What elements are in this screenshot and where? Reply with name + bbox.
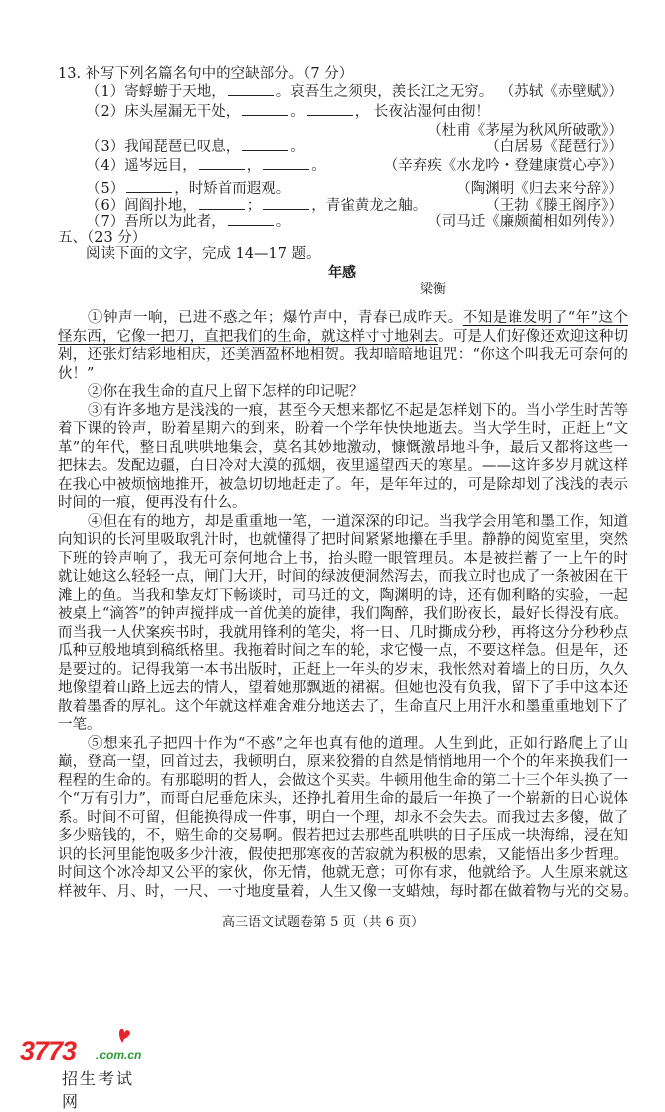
item-text: ，青雀黄龙之舳。 [311, 198, 428, 214]
item-source: （王勃《滕王阁序》） [485, 198, 623, 214]
passage-text: 革”的年代，整日乱哄哄地集会，莫名其妙地激动，慷慨激昂地斗争，最后又都将这些一 [58, 439, 628, 456]
answer-blank[interactable] [199, 197, 245, 210]
passage-line [58, 346, 628, 365]
question-13-header: 13. 补写下列名篇名句中的空缺部分。（7 分） [58, 66, 354, 82]
passage-line [58, 309, 628, 328]
passage-text: 地像望着山路上远去的情人，望着她那飘逝的裙裾。但她也没有负我，留下了手中这本还 [58, 680, 628, 696]
answer-blank[interactable] [242, 103, 288, 116]
passage-text: 识的长河里能饱吸多少汁液，假使把那寒夜的苦寂就为积极的思索，又能悟出多少哲理。 [58, 846, 628, 863]
passage-line [58, 550, 628, 569]
passage-text: ④但在有的地方，却是重重地一笔，一道深深的印记。当我学会用笔和墨工作，知道 [88, 513, 628, 530]
passage-line [58, 809, 628, 828]
logo-domain: .com.cn [96, 1048, 142, 1062]
passage-text: 下班的铃声响了，我无可奈何地合上书，抬头瞪一眼管理员。本是被拦蓄了一上午的时 [58, 550, 628, 567]
underlined-sentence: 怪东西，它像一把刀，直把我们的生命，就这样寸寸地剁去 [58, 328, 439, 345]
passage-text: 散着墨香的厚礼。这个年就这样难舍难分地送去了，生命直尺上用汗水和墨重重地划下了 [58, 698, 628, 715]
logo-number: 3773 [20, 1036, 77, 1066]
answer-blank[interactable] [228, 83, 274, 96]
reading-instruction: 阅读下面的文字，完成 14—17 题。 [86, 246, 321, 262]
passage-line [58, 846, 628, 865]
underlined-sentence: 不知是谁发明了“年”这个 [462, 310, 628, 326]
passage-line [58, 383, 628, 402]
passage-line [58, 642, 628, 661]
passage-line [58, 753, 628, 772]
passage-text: 伙！” [58, 365, 95, 382]
passage-line [58, 587, 628, 606]
answer-blank[interactable] [263, 157, 309, 170]
passage-line [58, 661, 628, 680]
item-source: （白居易《琵琶行》） [485, 139, 623, 155]
item-text: 。 [275, 214, 291, 230]
q13-item-5 [86, 180, 290, 198]
heart-icon [118, 1028, 132, 1044]
passage-line [58, 439, 628, 458]
item-text: ， 长夜沾湿何由彻！ [354, 104, 490, 120]
passage-line [58, 827, 628, 846]
item-text: ，时矫首而遐观。 [174, 181, 291, 197]
passage-text: ①钟声一响，已进不惑之年；爆竹声中，青春已成昨天。 [88, 310, 463, 326]
q13-item-1 [86, 83, 493, 101]
passage-text: 是要过的。记得我第一本书出版时，正赶上一年头的岁末，我怅然对着墙上的日历，久久 [58, 661, 628, 678]
passage-text: 着下课的铃声，盼着星期六的到来，盼着一个学年快快地逝去。当大学生时，正赶上“文 [58, 421, 628, 437]
passage-line [58, 864, 628, 883]
passage-text: ②你在我生命的直尺上留下怎样的印记呢？ [88, 384, 364, 400]
passage-line [58, 568, 628, 587]
passage-text: 被桌上“滴答”的钟声搅拌成一首优美的旋律，我们陶醉，我们盼夜长，最好长得没有底。 [58, 606, 628, 622]
item-text: ， [246, 158, 262, 174]
passage-line [58, 624, 628, 643]
item-text: （2）床头屋漏无干处， [86, 104, 241, 120]
item-text: （7）吾所以为此者， [86, 214, 226, 230]
item-text: 。哀吾生之须臾，羡长江之无穷。 [275, 84, 494, 100]
item-text: （4）遥岑远目， [86, 158, 197, 174]
passage-line [58, 716, 628, 735]
passage-line [58, 605, 628, 624]
passage-author: 梁衡 [420, 282, 447, 297]
passage-text: ⑤想来孔子把四十作为“不惑”之年也真有他的道理。人生到此，正如行路爬上了山 [88, 735, 628, 752]
passage-line [58, 790, 628, 809]
passage-line [58, 513, 628, 532]
item-source: （辛弃疾《水龙吟・登建康赏心亭》） [383, 158, 623, 174]
passage-line [58, 531, 628, 550]
answer-blank[interactable] [263, 197, 309, 210]
item-text: （1）寄蜉蝣于天地， [86, 84, 226, 100]
passage-line [58, 883, 638, 902]
passage-line [58, 679, 628, 698]
passage-line [58, 420, 628, 439]
passage-text: 就让她这么轻轻一点，闸门大开，时间的绿波便洞然泻去，而我立时也成了一条被困在干 [58, 569, 628, 585]
passage-text: 时间的一痕，便再没有什么。 [58, 495, 247, 511]
logo-name: 招生考试网 [62, 1069, 135, 1111]
watermark-logo [16, 1028, 142, 1111]
passage-body [58, 309, 638, 901]
passage-line [58, 476, 628, 495]
item-text: （6）闾阎扑地， [86, 198, 197, 214]
answer-blank[interactable] [228, 213, 274, 226]
passage-line [58, 772, 628, 791]
passage-text: 时间这个冰冷却又公平的家伙，你无情，他就无意；可你有求，他就给予。人生原来就这 [58, 865, 628, 881]
passage-text: 样被年、月、时，一尺、一寸地度量着，人生又像一支蜡烛，每时都在做着物与光的交易。 [58, 883, 638, 900]
passage-text: 滩上的鱼。当我和挚友灯下畅谈时，司马迁的文，陶渊明的诗，还有伽利略的实验，一起 [58, 587, 628, 604]
item-text: 。 [290, 104, 305, 120]
q13-item-2 [86, 103, 490, 121]
section-5-header: 五、（23 分） [58, 230, 147, 246]
passage-line [58, 494, 628, 513]
passage-text: 在我心中被烦恼地推开，被急切切地赶走了。年，是年年过的，可是除却划了浅浅的表示 [58, 476, 628, 493]
passage-title: 年感 [328, 265, 356, 281]
answer-blank[interactable] [242, 138, 288, 151]
passage-text: 巅，登高一望，回首过去，我顿明白，原来狡猾的自然是悄悄地用一个个的年来换我们一 [58, 754, 628, 770]
passage-text: 个“万有引力”，而哥白尼垂危床头，还挣扎着用生命的最后一年换了一个崭新的日心说体 [58, 791, 628, 807]
passage-line [58, 457, 628, 476]
answer-blank[interactable] [126, 180, 172, 193]
passage-text: 瓜种豆般地填到稿纸格里。我拖着时间之车的轮，求它慢一点，不要这样急。但是年，还 [58, 643, 628, 659]
passage-text: 剁，还张灯结彩地相庆，还美酒盈杯地相贺。我却暗暗地诅咒：“你这个叫我无可奈何的 [58, 347, 628, 363]
item-source: （司马迁《廉颇蔺相如列传》） [427, 214, 623, 230]
passage-text: 向知识的长河里吸取乳汁时，也就懂得了把时间紧紧地攥在手里。静静的阅览室里，突然 [58, 532, 628, 548]
passage-text: 。可是人们好像还欢迎这种切 [438, 328, 628, 345]
passage-text: 多少赔钱的，不，赔生命的交易啊。假若把过去那些乱哄哄的日子压成一块海绵，浸在知 [58, 828, 628, 844]
passage-text: ③有许多地方是浅浅的一痕，甚至今天想来都忆不起是怎样划下的。当小学生时苦等 [88, 402, 628, 419]
item-text: （3）我闻琵琶已叹息， [86, 139, 241, 155]
passage-line [58, 328, 628, 347]
item-source: （苏轼《赤壁赋》） [499, 84, 623, 100]
passage-text: 系。时间不可留，但能换得成一件事，明白一个理，却永不会失去。而我过去多傻，做了 [58, 809, 628, 826]
q13-item-4 [86, 157, 326, 175]
item-text: （5） [86, 181, 125, 197]
page-footer: 高三语文试题卷第 5 页（共 6 页） [222, 915, 425, 930]
item-text: 。 [290, 139, 305, 155]
item-source: （杜甫《茅屋为秋风所破歌》） [427, 123, 623, 139]
item-text: 。 [311, 158, 326, 174]
passage-line [58, 698, 628, 717]
item-source: （陶渊明《归去来兮辞》） [456, 181, 623, 197]
passage-text: 把抹去。发配边疆，白日冷对大漠的孤烟，夜里遥望西天的寒星。——这许多岁月就这样 [58, 458, 628, 474]
item-text: ； [246, 198, 262, 214]
answer-blank[interactable] [199, 157, 245, 170]
answer-blank[interactable] [307, 103, 353, 116]
passage-text: 而当我一人伏案疾书时，我就用锋利的笔尖，将一日、几时撕成分秒，再将这分分秒秒点 [58, 624, 628, 641]
passage-line [58, 402, 628, 421]
passage-text: 一笔。 [58, 717, 102, 733]
passage-line [58, 365, 628, 384]
passage-line [58, 735, 628, 754]
passage-text: 程程的生命的。有那聪明的哲人，会做这个买卖。牛顿用他生命的第二十三个年头换了一 [58, 772, 628, 789]
q13-item-3 [86, 138, 305, 156]
